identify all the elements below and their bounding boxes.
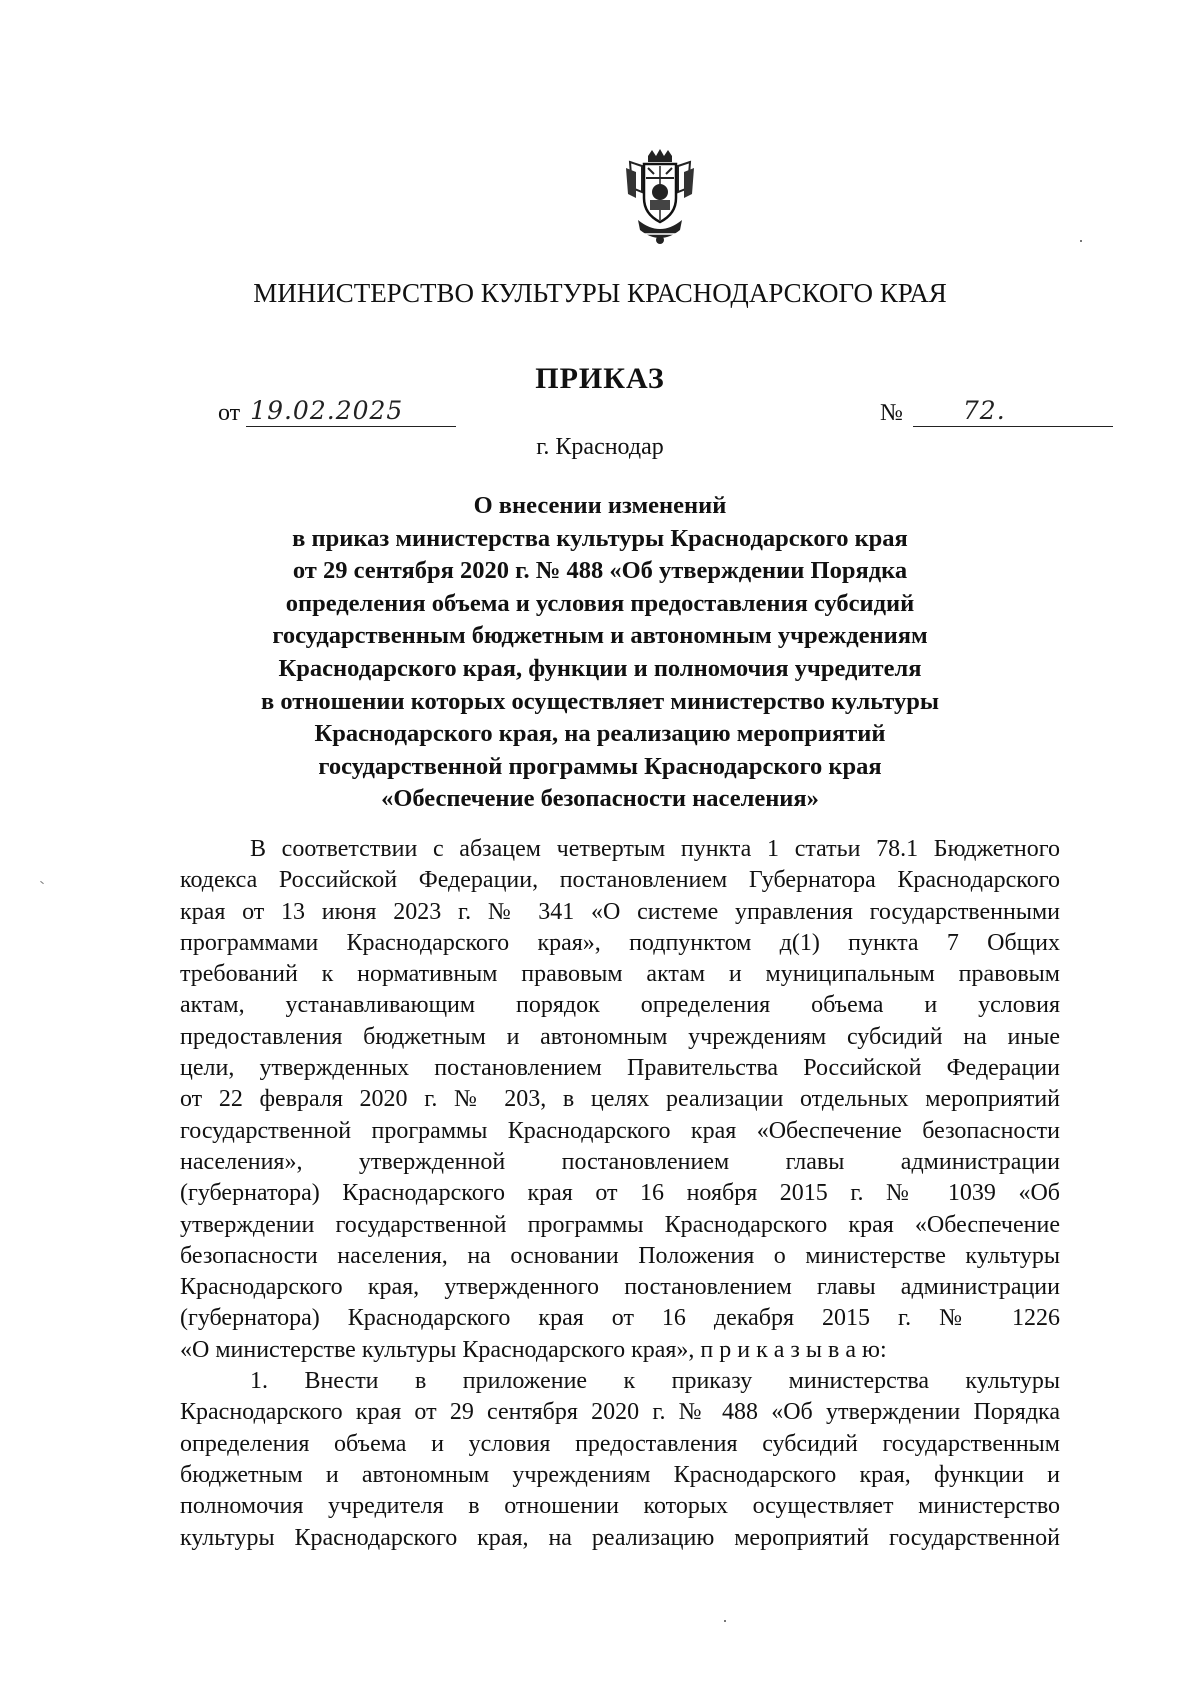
scan-speck — [1080, 240, 1082, 242]
body-line: бюджетным и автономным учреждениям Краснодарского края, функции и — [180, 1461, 1060, 1488]
body-line: 1. Внести в приложение к приказу министерства культуры — [250, 1368, 1060, 1395]
body-text — [180, 834, 1060, 1554]
body-line: определения объема и условия предоставления субсидий государственным — [180, 1430, 1060, 1457]
number-line — [913, 396, 1113, 427]
body-line: безопасности населения, на основании Положения о министерстве культуры — [180, 1242, 1060, 1269]
body-line: кодекса Российской Федерации, постановлением Губернатора Краснодарского — [180, 867, 1060, 894]
heading-line: в приказ министерства культуры Краснодарского края — [292, 524, 908, 552]
heading-line: государственным бюджетным и автономным учреждениям — [272, 622, 928, 650]
number-prefix: № — [880, 400, 903, 426]
handwritten-date: 19.02.2025 — [250, 396, 404, 425]
body-line: государственной программы Краснодарского края «Обеспечение безопасности — [180, 1117, 1060, 1144]
scan-speck — [724, 1620, 726, 1622]
heading-line: в отношении которых осуществляет министерство культуры — [261, 687, 939, 715]
body-line: от 22 февраля 2020 г. № 203, в целях реализации отдельных мероприятий — [180, 1086, 1060, 1113]
coat-of-arms-emblem — [620, 148, 700, 248]
body-line: программами Краснодарского края», подпунктом д(1) пункта 7 Общих — [180, 929, 1060, 956]
date-line — [246, 396, 456, 427]
date-row — [218, 396, 456, 427]
number-row — [880, 396, 1113, 427]
body-line: Краснодарского края, утвержденного постановлением главы администрации — [180, 1274, 1060, 1301]
ministry-name: МИНИСТЕРСТВО КУЛЬТУРЫ КРАСНОДАРСКОГО КРАЯ — [253, 278, 947, 308]
body-line: требований к нормативным правовым актам и муниципальным правовым — [180, 961, 1060, 988]
body-line: края от 13 июня 2023 г. № 341 «О системе управления государственными — [180, 898, 1060, 925]
body-line: (губернатора) Краснодарского края от 16 ноября 2015 г. № 1039 «Об — [180, 1180, 1060, 1207]
city: г. Краснодар — [536, 434, 664, 460]
heading-line: О внесении изменений — [473, 492, 727, 519]
body-line: актам, устанавливающим порядок определения объема и условия — [180, 992, 1060, 1019]
heading-line: Краснодарского края, функции и полномочия учредителя — [278, 654, 922, 682]
heading-line: «Обеспечение безопасности населения» — [381, 785, 819, 813]
date-prefix: от — [218, 400, 241, 426]
body-line: предоставления бюджетным и автономным учреждениям субсидий на иные — [180, 1023, 1060, 1050]
body-line: культуры Краснодарского края, на реализацию мероприятий государственной — [180, 1524, 1060, 1551]
body-line: утверждении государственной программы Краснодарского края «Обеспечение — [180, 1211, 1060, 1238]
body-line: полномочия учредителя в отношении которых осуществляет министерство — [180, 1493, 1060, 1520]
heading-line: государственной программы Краснодарского края — [318, 752, 882, 780]
body-line: Краснодарского края от 29 сентября 2020 г. № 488 «Об утверждении Порядка — [180, 1399, 1060, 1426]
heading-line: определения объема и условия предоставления субсидий — [285, 589, 915, 617]
heading-line: от 29 сентября 2020 г. № 488 «Об утверждении Порядка — [292, 557, 908, 585]
document-type: ПРИКАЗ — [535, 362, 665, 395]
body-line: (губернатора) Краснодарского края от 16 декабря 2015 г. № 1226 — [180, 1305, 1060, 1332]
order-heading — [150, 490, 1050, 816]
body-line: населения», утвержденной постановлением главы администрации — [180, 1148, 1060, 1175]
body-line: В соответствии с абзацем четвертым пункта 1 статьи 78.1 Бюджетного — [250, 836, 1060, 862]
scan-speck — [40, 881, 44, 884]
body-line: цели, утвержденных постановлением Правительства Российской Федерации — [180, 1055, 1060, 1082]
body-line: «О министерстве культуры Краснодарского края», п р и к а з ы в а ю: — [180, 1336, 887, 1363]
heading-line: Краснодарского края, на реализацию мероприятий — [314, 720, 886, 748]
handwritten-number: 72. — [962, 396, 1006, 425]
